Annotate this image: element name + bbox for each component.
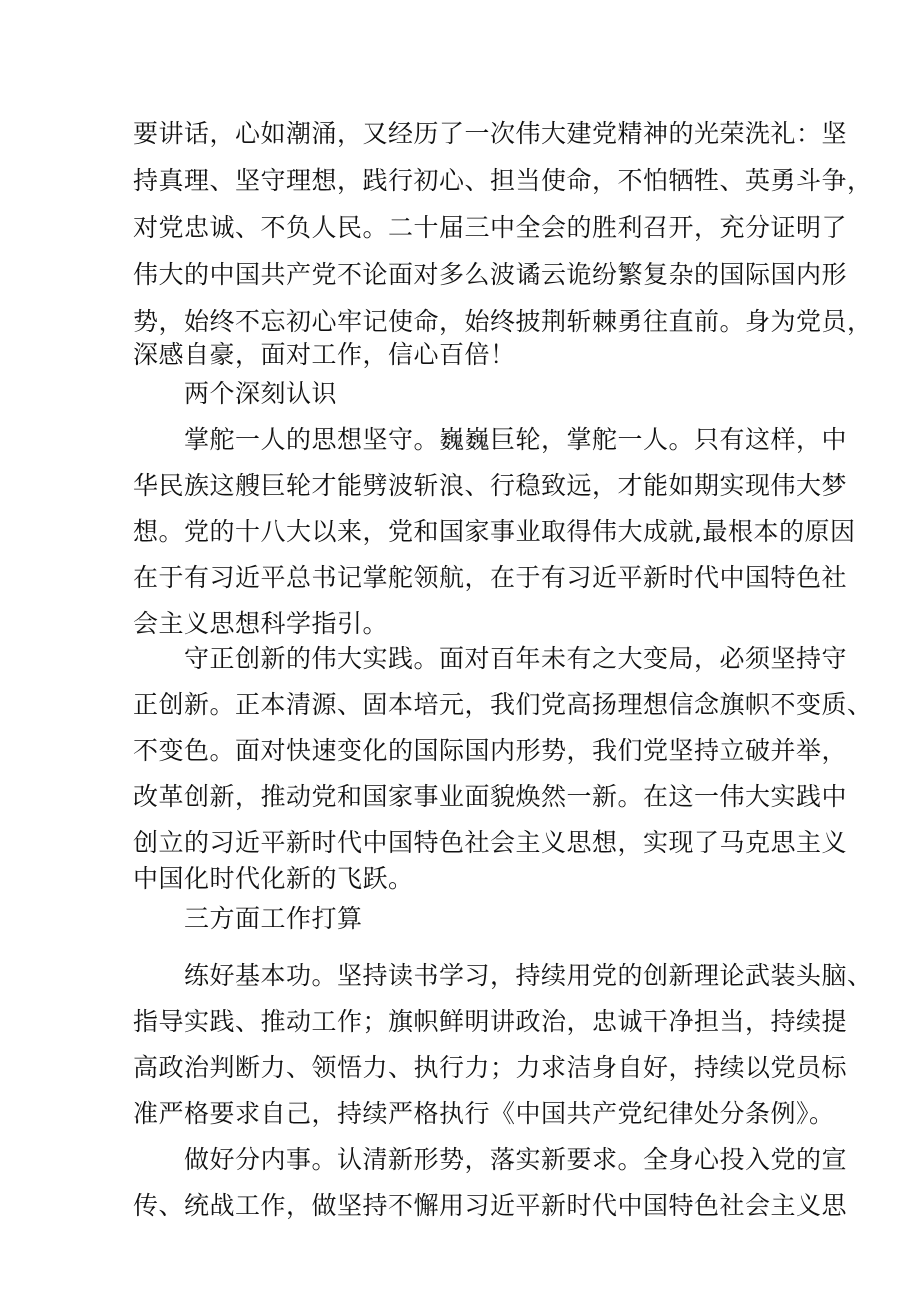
body-text-line: 势，始终不忘初心牢记使命，始终披荆斩棘勇往直前。身为党员， — [133, 307, 873, 336]
section-heading: 三方面工作打算 — [184, 904, 363, 933]
body-text-line: 高政治判断力、领悟力、执行力；力求洁身自好，持续以党员标 — [133, 1053, 848, 1082]
body-text-line: 创立的习近平新时代中国特色社会主义思想，实现了马克思主义 — [133, 828, 848, 857]
paragraph-first-line: 做好分内事。认清新形势，落实新要求。全身心投入党的宣 — [184, 1145, 848, 1174]
paragraph-first-line: 掌舵一人的思想坚守。巍巍巨轮，掌舵一人。只有这样，中 — [184, 425, 848, 454]
body-text-line: 伟大的中国共产党不论面对多么波谲云诡纷繁复杂的国际国内形 — [133, 260, 848, 289]
body-text-line: 华民族这艘巨轮才能劈波斩浪、行稳致远，才能如期实现伟大梦 — [133, 471, 848, 500]
body-text-line: 传、统战工作，做坚持不懈用习近平新时代中国特色社会主义思 — [133, 1191, 848, 1220]
body-text-line: 准严格要求自己，持续严格执行《中国共产党纪律处分条例》。 — [133, 1099, 835, 1128]
body-text-line: 指导实践、推动工作；旗帜鲜明讲政治，忠诚干净担当，持续提 — [133, 1007, 848, 1036]
body-text-line: 正创新。正本清源、固本培元，我们党高扬理想信念旗帜不变质、 — [133, 690, 873, 719]
body-text-line: 中国化时代化新的飞跃。 — [133, 864, 414, 893]
body-text-line: 在于有习近平总书记掌舵领航，在于有习近平新时代中国特色社 — [133, 563, 848, 592]
body-text-line: 改革创新，推动党和国家事业面貌焕然一新。在这一伟大实践中 — [133, 782, 848, 811]
body-text-line: 不变色。面对快速变化的国际国内形势，我们党坚持立破并举， — [133, 736, 848, 765]
paragraph-first-line: 练好基本功。坚持读书学习，持续用党的创新理论武装头脑、 — [184, 961, 873, 990]
paragraph-first-line: 守正创新的伟大实践。面对百年未有之大变局，必须坚持守 — [184, 644, 848, 673]
body-text-line: 深感自豪，面对工作，信心百倍！ — [133, 340, 516, 369]
body-text-line: 会主义思想科学指引。 — [133, 609, 389, 638]
body-text-line: 对党忠诚、不负人民。二十届三中全会的胜利召开，充分证明了 — [133, 213, 848, 242]
body-text-line: 想。党的十八大以来，党和国家事业取得伟大成就,最根本的原因 — [133, 517, 856, 546]
body-text-line: 要讲话，心如潮涌，又经历了一次伟大建党精神的光荣洗礼：坚 — [133, 119, 848, 148]
section-heading: 两个深刻认识 — [184, 379, 338, 408]
body-text-line: 持真理、坚守理想，践行初心、担当使命，不怕牺牲、英勇斗争， — [133, 166, 873, 195]
